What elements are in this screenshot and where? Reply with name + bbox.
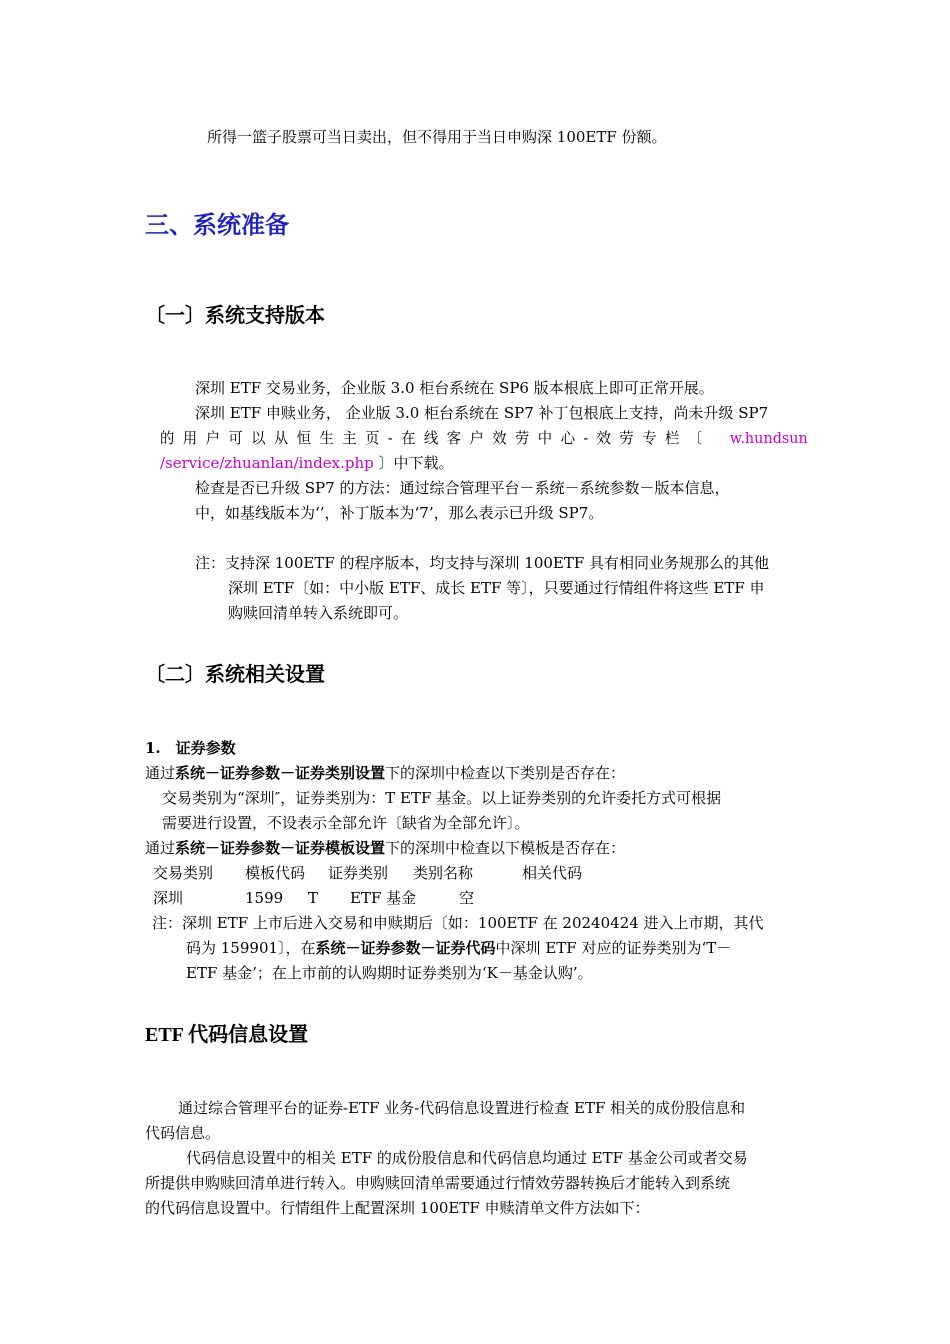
paragraph-line bbox=[145, 761, 625, 786]
table-cell: ETF 基金 bbox=[350, 889, 417, 907]
hundsun-link-part2[interactable]: /service/zhuanlan/index.php bbox=[160, 454, 374, 472]
note-line: 注：深圳 ETF 上市后进入交易和申赎期后〔如：100ETF 在 20240424 进入上市期，其代 bbox=[152, 914, 764, 932]
text: 通过 bbox=[145, 839, 176, 857]
note-line: 注：支持深 100ETF 的程序版本，均支持与深圳 100ETF 具有相同业务规那么的其他 bbox=[195, 554, 770, 572]
hundsun-link-part1[interactable]: w.hundsun bbox=[729, 429, 808, 447]
paragraph-text: 〕中下载。 bbox=[373, 454, 454, 472]
paragraph-line: 的代码信息设置中。行情组件上配置深圳 100ETF 申赎清单文件方法如下： bbox=[145, 1199, 650, 1217]
text: 通过 bbox=[145, 764, 176, 782]
etf-section-heading: ETF 代码信息设置 bbox=[145, 1024, 309, 1046]
table-header: 相关代码 bbox=[522, 864, 583, 882]
table-header: 证券类别 bbox=[328, 864, 389, 882]
table-cell: 深圳 bbox=[153, 889, 184, 907]
table-header: 类别名称 bbox=[413, 864, 474, 882]
note-line: 深圳 ETF〔如：中小版 ETF、成长 ETF 等〕，只要通过行情组件将这些 ETF 申 bbox=[228, 579, 765, 597]
paragraph-line bbox=[145, 836, 625, 861]
paragraph-line: 深圳 ETF 申赎业务， 企业版 3.0 柜台系统在 SP7 补丁包根底上支持，尚未升级 SP7 bbox=[195, 404, 769, 422]
subsection-heading-2: 〔二〕系统相关设置 bbox=[145, 662, 325, 686]
table-header: 模板代码 bbox=[245, 864, 306, 882]
paragraph-text: 的 用 户 可 以 从 恒 生 主 页 - 在 线 客 户 效 劳 中 心 - 效 劳 专 栏 〔 bbox=[160, 429, 705, 447]
text: 码为 159901〕，在 bbox=[186, 939, 316, 957]
menu-path: 系统－证券参数－证券代码 bbox=[315, 939, 496, 957]
menu-path: 系统－证券参数－证券类别设置 bbox=[175, 764, 386, 782]
paragraph-line bbox=[160, 451, 454, 476]
text: 中深圳 ETF 对应的证券类别为‘T－ bbox=[495, 939, 732, 957]
paragraph-line bbox=[160, 426, 808, 451]
paragraph-line: 交易类别为“深圳″，证券类别为：T ETF 基金。以上证券类别的允许委托方式可根据 bbox=[162, 789, 722, 807]
note-line: ETF 基金’；在上市前的认购期时证券类别为‘K－基金认购’。 bbox=[186, 964, 593, 982]
subsection-heading-1: 〔一〕系统支持版本 bbox=[145, 303, 325, 327]
text: 下的深圳中检查以下模板是否存在： bbox=[385, 839, 626, 857]
table-cell: 1599 bbox=[245, 889, 284, 907]
paragraph-line: 深圳 ETF 交易业务，企业版 3.0 柜台系统在 SP6 版本根底上即可正常开展。 bbox=[195, 379, 714, 397]
paragraph-line: 所提供申购赎回清单进行转入。申购赎回清单需要通过行情效劳器转换后才能转入到系统 bbox=[145, 1174, 731, 1192]
paragraph-line: 中，如基线版本为‘’，补丁版本为‘7’，那么表示已升级 SP7。 bbox=[195, 504, 604, 522]
list-item-heading: 1. 证券参数 bbox=[145, 739, 236, 757]
template-table bbox=[153, 861, 653, 911]
note-line: 购赎回清单转入系统即可。 bbox=[228, 604, 409, 622]
paragraph-line: 通过综合管理平台的证券-ETF 业务-代码信息设置进行检查 ETF 相关的成份股信息和 bbox=[178, 1099, 746, 1117]
table-cell: 空 bbox=[459, 889, 475, 907]
paragraph-line: 代码信息。 bbox=[145, 1124, 221, 1142]
text: 下的深圳中检查以下类别是否存在： bbox=[385, 764, 626, 782]
table-cell: T bbox=[308, 889, 319, 907]
table-header: 交易类别 bbox=[153, 864, 214, 882]
intro-line: 所得一篮子股票可当日卖出，但不得用于当日申购深 100ETF 份额。 bbox=[207, 128, 667, 146]
paragraph-line: 需要进行设置，不设表示全部允许〔缺省为全部允许〕。 bbox=[162, 814, 530, 832]
paragraph-line: 检查是否已升级 SP7 的方法：通过综合管理平台－系统－系统参数－版本信息， bbox=[195, 479, 730, 497]
paragraph-line: 代码信息设置中的相关 ETF 的成份股信息和代码信息均通过 ETF 基金公司或者交易 bbox=[186, 1149, 748, 1167]
section-heading-3: 三、系统准备 bbox=[145, 211, 289, 239]
note-line bbox=[186, 936, 731, 961]
menu-path: 系统－证券参数－证券模板设置 bbox=[175, 839, 386, 857]
